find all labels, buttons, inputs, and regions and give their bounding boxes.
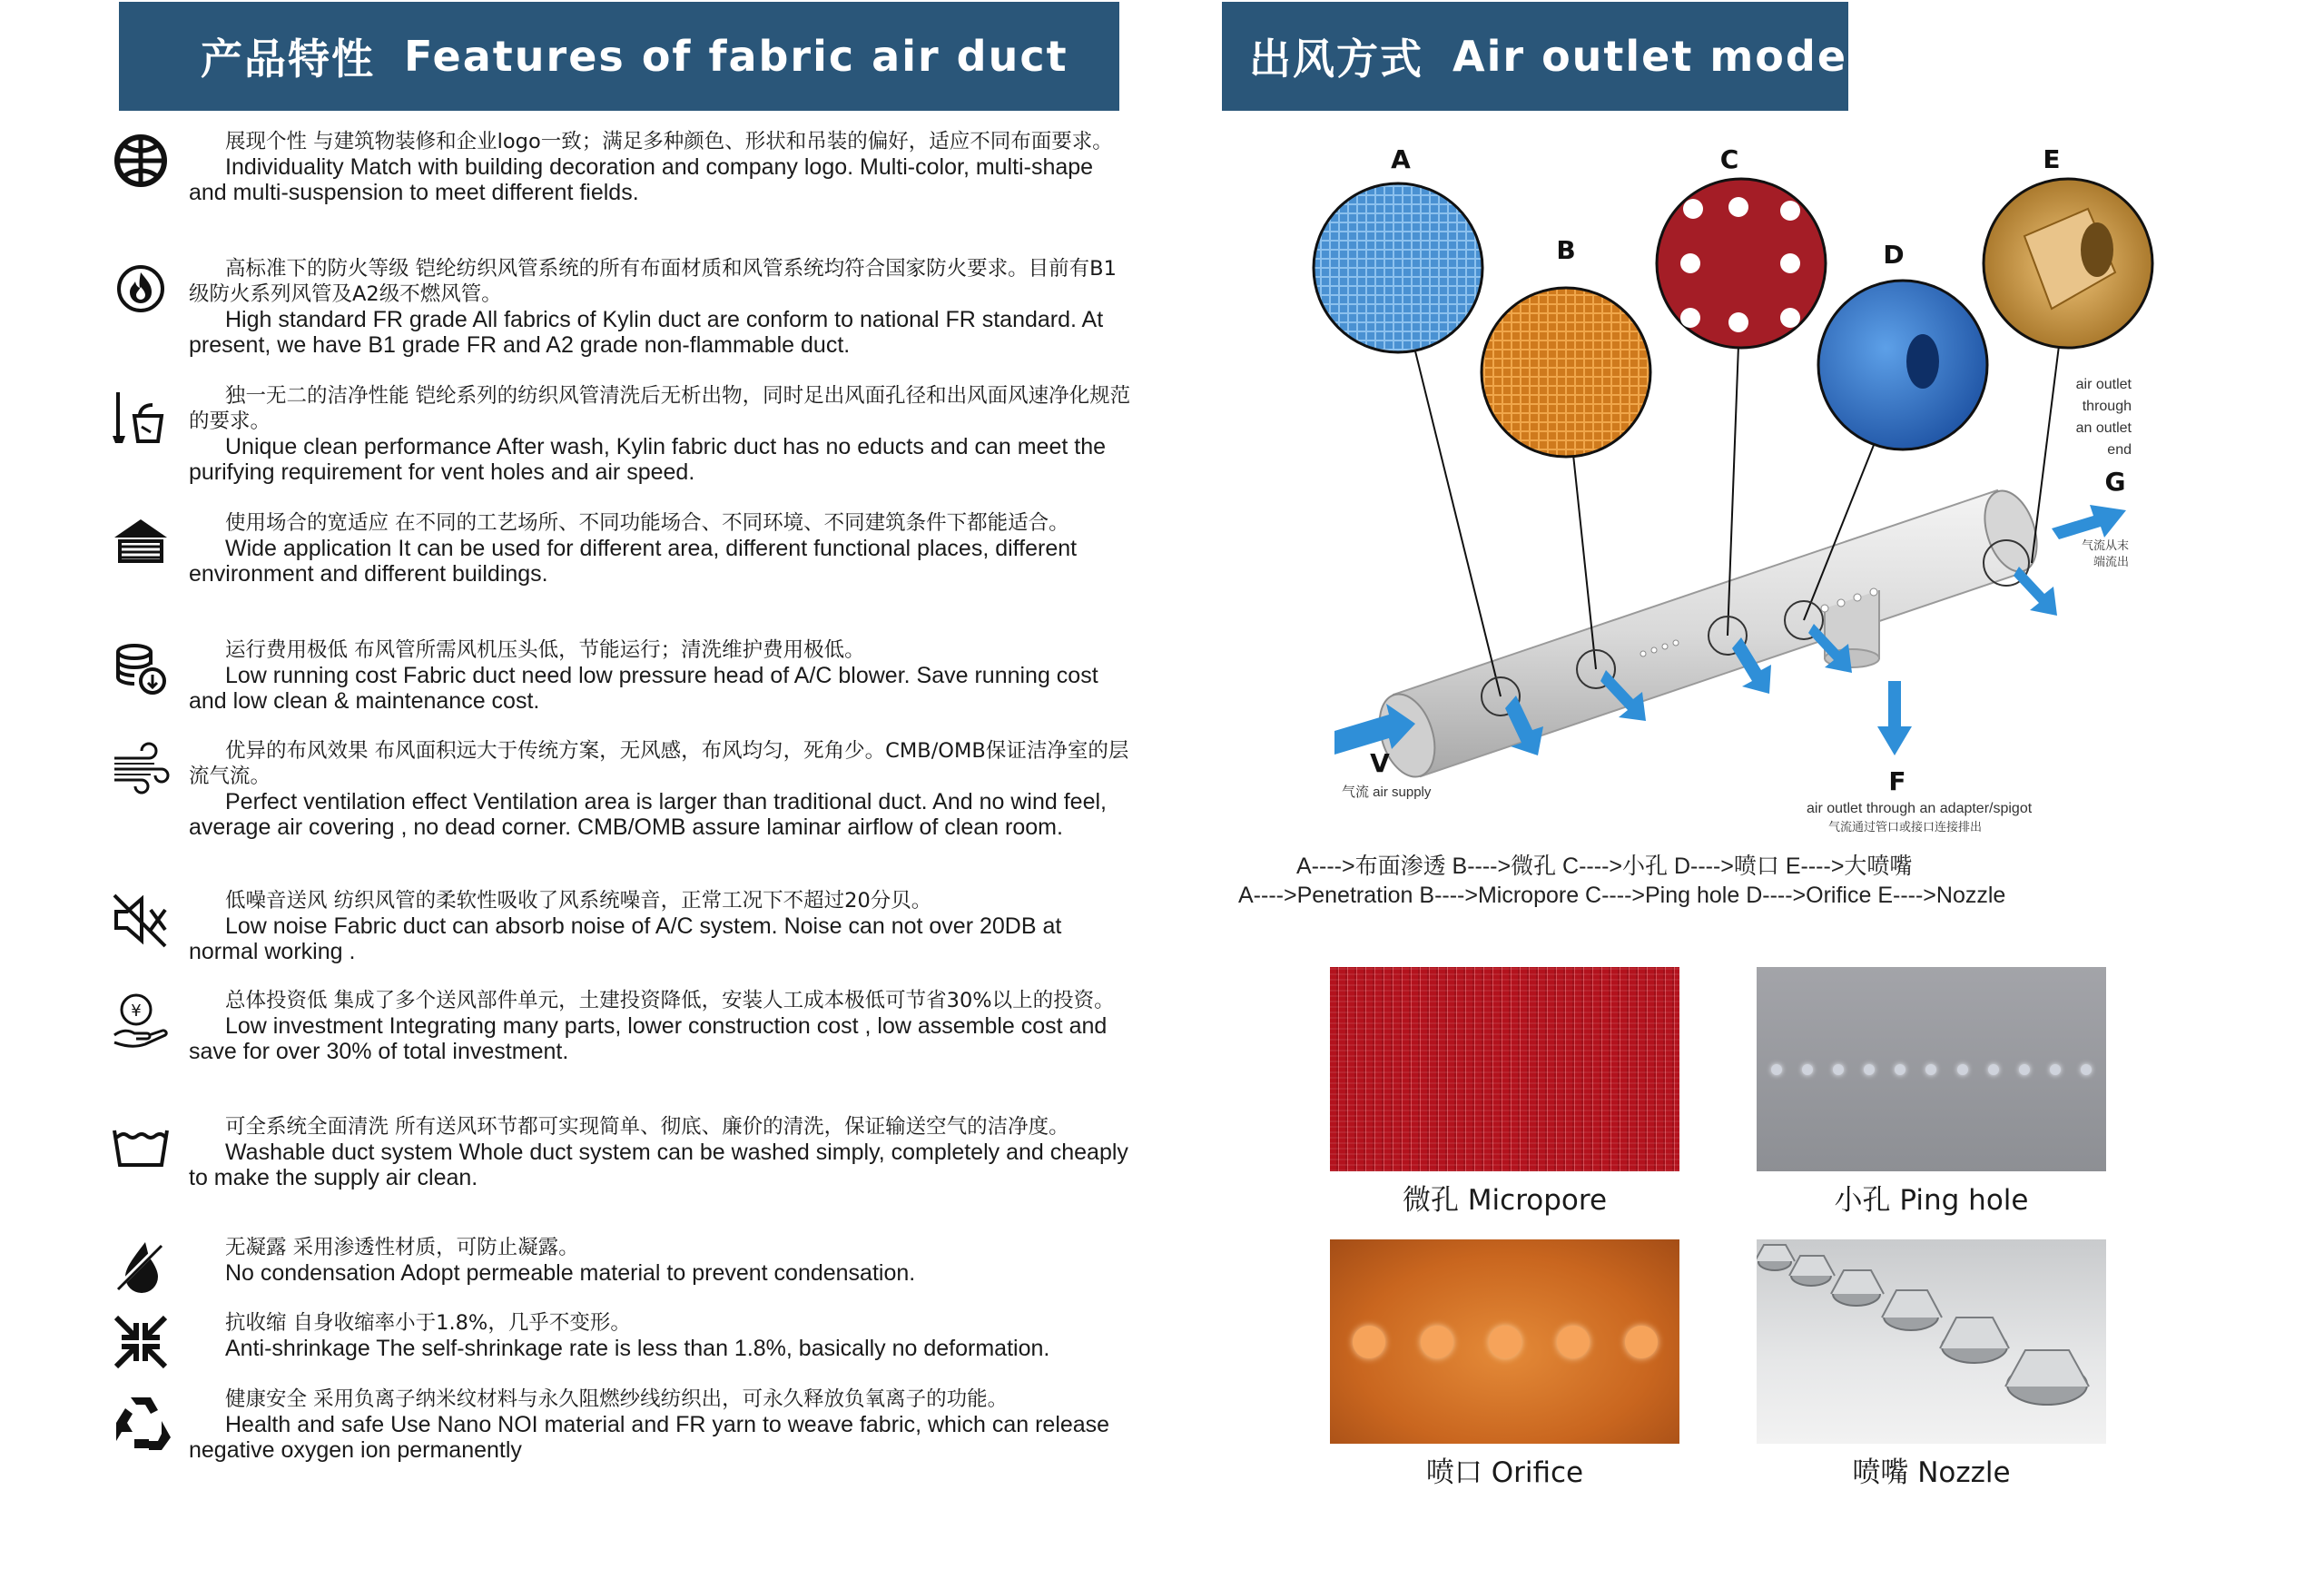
outlet-mode-header-en: Air outlet mode: [1452, 32, 1848, 81]
micropore-image: [1330, 967, 1679, 1171]
feature-item-wide-application: [109, 510, 1135, 619]
feature-cn: 使用场合的宽适应 在不同的工艺场所、不同功能场合、不同环境、不同建筑条件下都能适合。: [225, 511, 1069, 535]
feature-en: Individuality Match with building decoration and company logo. Multi-color, multi-shape and multi-suspension to meet different fields.: [189, 154, 1094, 205]
fire-icon: [109, 256, 172, 320]
orifice-caption: 喷口 Orifice: [1425, 1456, 1584, 1489]
outlet-legend-cn: A---->布面渗透 B---->微孔 C---->小孔 D---->喷口 E---->大喷嘴: [1296, 854, 1913, 879]
feature-en: High standard FR grade All fabrics of Kylin duct are conform to national FR standard. At present, we have B1 grade FR and A2 grade non-flammable duct.: [189, 307, 1104, 358]
supply-caption: 气流 air supply: [1342, 785, 1432, 800]
end-caption-line: end: [2107, 442, 2132, 458]
features-header-en: Features of fabric air duct: [404, 32, 1068, 81]
svg-text:¥: ¥: [131, 1002, 142, 1021]
air-outlet-diagram: [1253, 127, 2233, 844]
feature-item-health: [109, 1387, 1135, 1477]
feature-cn: 独一无二的洁净性能 铠纶系列的纺织风管清洗后无析出物，同时足出风面孔径和出风面风速净化规范的要求。: [189, 384, 1131, 433]
feature-en: Health and safe Use Nano NOI material and FR yarn to weave fabric, which can release negative oxygen ion permanently: [189, 1412, 1110, 1463]
feature-item-running-cost: [109, 637, 1135, 728]
outlet-mode-header-cn: 出风方式: [1249, 35, 1423, 84]
coins-icon: [109, 637, 172, 701]
g-caption-line: 端流出: [2093, 556, 2129, 569]
label-c: C: [1719, 144, 1739, 174]
adapter-caption-en: air outlet through an adapter/spigot: [1807, 801, 2033, 816]
feature-cn: 优异的布风效果 布风面积远大于传统方案，无风感，布风均匀，死角少。CMB/OMB保证洁净室的层流气流。: [189, 739, 1129, 788]
outlet-legend-en: A---->Penetration B---->Micropore C---->Ping hole D---->Orifice E---->Nozzle: [1238, 883, 2006, 908]
feature-en: Anti-shrinkage The self-shrinkage rate is less than 1.8%, basically no deformation.: [225, 1336, 1050, 1361]
feature-en: No condensation Adopt permeable material to prevent condensation.: [225, 1260, 916, 1286]
feature-en: Low running cost Fabric duct need low pressure head of A/C blower. Save running cost and low clean & maintenance cost.: [189, 663, 1098, 714]
ping-hole-caption: 小孔 Ping hole: [1834, 1184, 2029, 1217]
cleaning-icon: [109, 383, 172, 447]
end-caption-line: through: [2082, 399, 2132, 414]
feature-en: Low noise Fabric duct can absorb noise of A/C system. Noise can not over 20DB at normal working .: [189, 913, 1062, 964]
feature-cn: 总体投资低 集成了多个送风部件单元，土建投资降低，安装人工成本极低可节省30%以上的投资。: [225, 989, 1115, 1012]
feature-en: Unique clean performance After wash, Kylin fabric duct has no educts and can meet the purifying requirement for vent holes and air speed.: [189, 434, 1106, 485]
feature-item-ventilation: [109, 738, 1135, 874]
investment-icon: [109, 988, 172, 1051]
nozzle-image: [1757, 1239, 2106, 1444]
feature-cn: 高标准下的防火等级 铠纶纺织风管系统的所有布面材质和风管系统均符合国家防火要求。目前有B1级防火系列风管及A2级不燃风管。: [189, 257, 1117, 306]
shrink-icon: [109, 1310, 172, 1374]
features-header: [119, 2, 1119, 111]
end-caption-line: air outlet: [2075, 377, 2132, 392]
feature-cn: 无凝露 采用渗透性材质，可防止凝露。: [225, 1236, 579, 1259]
wind-icon: [109, 738, 172, 802]
feature-item-washable: [109, 1114, 1135, 1214]
no-condensation-icon: [109, 1233, 172, 1297]
feature-item-fr-grade: [109, 256, 1135, 365]
feature-en: Perfect ventilation effect Ventilation area is larger than traditional duct. And no wind feel, average air covering , no dead corner. CMB/OMB assure laminar airflow of clean room.: [189, 789, 1107, 840]
feature-item-low-noise: [109, 888, 1135, 988]
features-header-cn: 产品特性: [201, 35, 375, 84]
feature-item-clean: [109, 383, 1135, 492]
building-icon: [109, 510, 172, 574]
mute-icon: [109, 888, 172, 952]
feature-cn: 抗收缩 自身收缩率小于1.8%，几乎不变形。: [225, 1311, 631, 1335]
feature-cn: 可全系统全面清洗 所有送风环节都可实现简单、彻底、廉价的清洗，保证输送空气的洁净度。: [225, 1115, 1069, 1139]
wash-icon: [109, 1114, 172, 1178]
feature-cn: 低噪音送风 纺织风管的柔软性吸收了风系统噪音，正常工况下不超过20分贝。: [225, 889, 932, 913]
orifice-image: [1330, 1239, 1679, 1444]
globe-icon: [109, 129, 172, 192]
feature-cn: 展现个性 与建筑物装修和企业logo一致；满足多种颜色、形状和吊装的偏好，适应不同布面要求。: [225, 130, 1113, 153]
feature-en: Low investment Integrating many parts, lower construction cost , low assemble cost and save for over 30% of total investment.: [189, 1013, 1108, 1064]
feature-item-individuality: [109, 129, 1135, 238]
label-v: V: [1370, 748, 1390, 778]
label-d: D: [1883, 240, 1905, 270]
label-g: G: [2104, 467, 2126, 497]
adapter-caption-cn: 气流通过管口或接口连接排出: [1828, 821, 1983, 834]
outlet-mode-header: [1222, 2, 1848, 111]
end-caption-line: an outlet: [2075, 420, 2132, 436]
feature-item-low-investment: [109, 988, 1135, 1097]
feature-en: Wide application It can be used for different area, different functional places, different environment and different buildings.: [189, 536, 1078, 587]
feature-item-no-condensation: [109, 1235, 1135, 1298]
feature-cn: 健康安全 采用负离子纳米纹材料与永久阻燃纱线纺织出，可永久释放负氧离子的功能。: [225, 1387, 1009, 1411]
label-f: F: [1888, 766, 1906, 796]
feature-item-anti-shrinkage: [109, 1310, 1135, 1374]
ping-hole-image: [1757, 967, 2106, 1171]
feature-cn: 运行费用极低 布风管所需风机压头低，节能运行；清洗维护费用极低。: [225, 638, 865, 662]
label-e: E: [2043, 144, 2061, 174]
nozzle-caption: 喷嘴 Nozzle: [1852, 1456, 2011, 1489]
g-caption-line: 气流从末: [2081, 539, 2129, 553]
label-b: B: [1556, 235, 1576, 265]
feature-en: Washable duct system Whole duct system can be washed simply, completely and cheaply to make the supply air clean.: [189, 1140, 1128, 1190]
micropore-caption: 微孔 Micropore: [1402, 1184, 1608, 1217]
recycle-icon: [109, 1387, 172, 1450]
label-a: A: [1391, 144, 1411, 174]
